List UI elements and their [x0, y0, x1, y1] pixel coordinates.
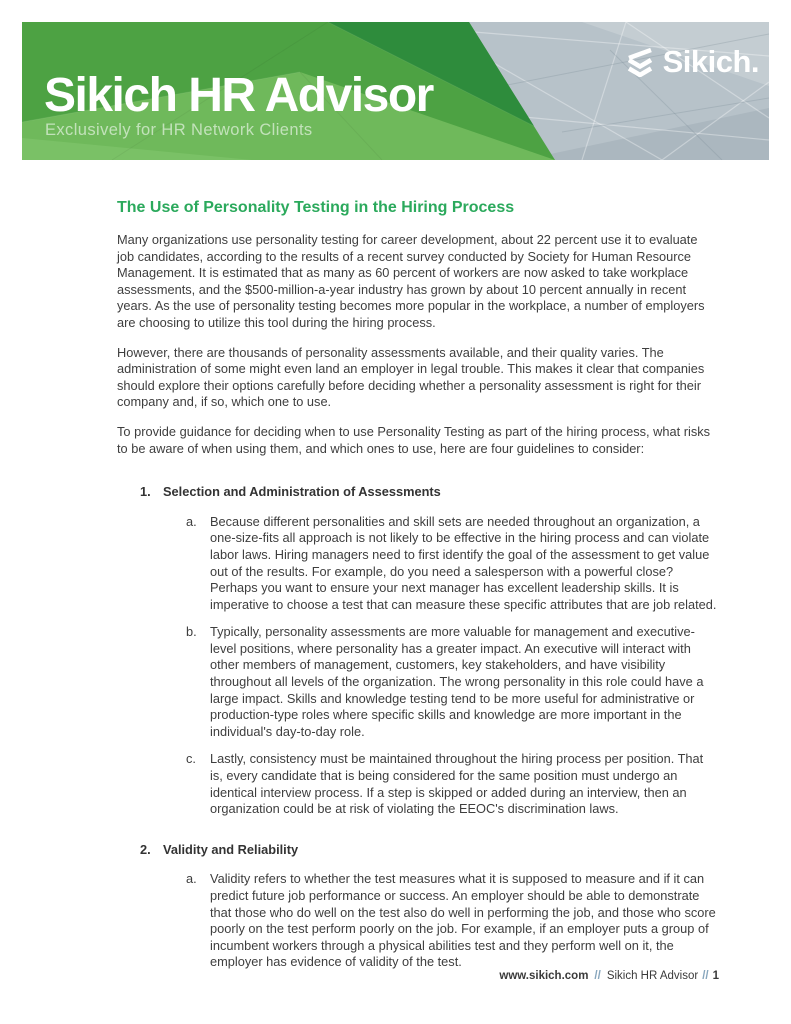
- section-heading: Selection and Administration of Assessments: [163, 484, 441, 500]
- item-letter: a.: [186, 871, 197, 887]
- item-letter: c.: [186, 751, 196, 767]
- paragraph-intro-3: To provide guidance for deciding when to use Personality Testing as part of the hiring process, what risks to be aware of when using them, and which ones to use, here are four guidelines to consider:: [117, 423, 711, 456]
- section-number: 1.: [140, 484, 151, 500]
- page-footer: [499, 970, 719, 982]
- footer-website: www.sikich.com: [499, 970, 589, 982]
- article-title: The Use of Personality Testing in the Hiring Process: [117, 199, 515, 216]
- sikich-logo-text: Sikich.: [662, 44, 759, 79]
- footer-publication: Sikich HR Advisor: [606, 970, 699, 982]
- section-number: 2.: [140, 841, 151, 857]
- footer-separator: //: [702, 970, 709, 982]
- article: [117, 198, 717, 995]
- section-2: [117, 842, 717, 971]
- item-text: Because different personalities and skill sets are needed throughout an organization, a one-size-fits all approach is not likely to be effective in the hiring process and can violate labor laws. Hiring managers need to first identify the goal of the assessment to get value out of the results. For example, do you need a salesperson with a powerful close? Perhaps you want to ensure your next manager has excellent leadership skills. It is imperative to choose a test that can measure these specific attributes that are job related.: [210, 513, 717, 612]
- item-letter: a.: [186, 513, 197, 529]
- newsletter-subtitle: Exclusively for HR Network Clients: [45, 121, 313, 139]
- header-banner: [22, 22, 769, 160]
- item-text: Typically, personality assessments are more valuable for management and executive-level positions, where personality has a greater impact. An executive will interact with other members of management, customers, key stakeholders, and have visibility throughout all levels of the organization. The wrong personality in this role could have a large impact. Skills and knowledge testing tend to be more useful for administrative or production-type roles where specific skills and knowledge are more important in the individual's day-to-day role.: [210, 624, 704, 739]
- item-letter: b.: [186, 624, 197, 640]
- list-item: [117, 514, 717, 614]
- footer-separator: //: [594, 970, 601, 982]
- item-text: Validity refers to whether the test measures what it is supposed to measure and if it can predict future job performance or success. An employer should be able to demonstrate that those who do well on the test also do well in performing the job, and those who score poorly on the test perform poorly on the job. For example, if an employer puts a group of incumbent workers through a physical abilities test and they perform well on it, the employer has evidence of validity of the test.: [210, 871, 716, 970]
- newsletter-title: Sikich HR Advisor: [44, 69, 433, 122]
- item-text: Lastly, consistency must be maintained throughout the hiring process per position. That is, every candidate that is being considered for the same position must undergo an identical interview process. If a step is skipped or added during an interview, then an organization could be at risk of violating the EEOC's discrimination laws.: [210, 751, 704, 817]
- sikich-chevron-icon: [624, 47, 656, 77]
- footer-page-number: 1: [712, 970, 719, 982]
- section-2-heading-row: [117, 842, 717, 859]
- guidelines-list: [117, 484, 717, 971]
- paragraph-intro-1: Many organizations use personality testing for career development, about 22 percent use it to evaluate job candidates, according to the results of a recent survey conducted by Society for Human Resource Management. It is estimated that as many as 60 percent of workers are now asked to take workplace assessments, and the $500-million-a-year industry has grown by about 10 percent annually in recent years. As the use of personality testing becomes more popular in the workplace, a number of employers are choosing to utilize this tool during the hiring process.: [117, 232, 705, 330]
- list-item: [117, 751, 717, 817]
- list-item: [117, 871, 717, 971]
- list-item: [117, 624, 717, 740]
- section-1-heading-row: [117, 484, 717, 501]
- section-1: [117, 484, 717, 818]
- paragraph-intro-2: However, there are thousands of personality assessments available, and their quality varies. The administration of some might even land an employer in legal trouble. This makes it clear that companies should explore their options carefully before deciding whether a personality assessment is right for their company and, if so, which one to use.: [117, 344, 705, 410]
- section-heading: Validity and Reliability: [163, 841, 299, 857]
- sikich-logo: [624, 46, 759, 77]
